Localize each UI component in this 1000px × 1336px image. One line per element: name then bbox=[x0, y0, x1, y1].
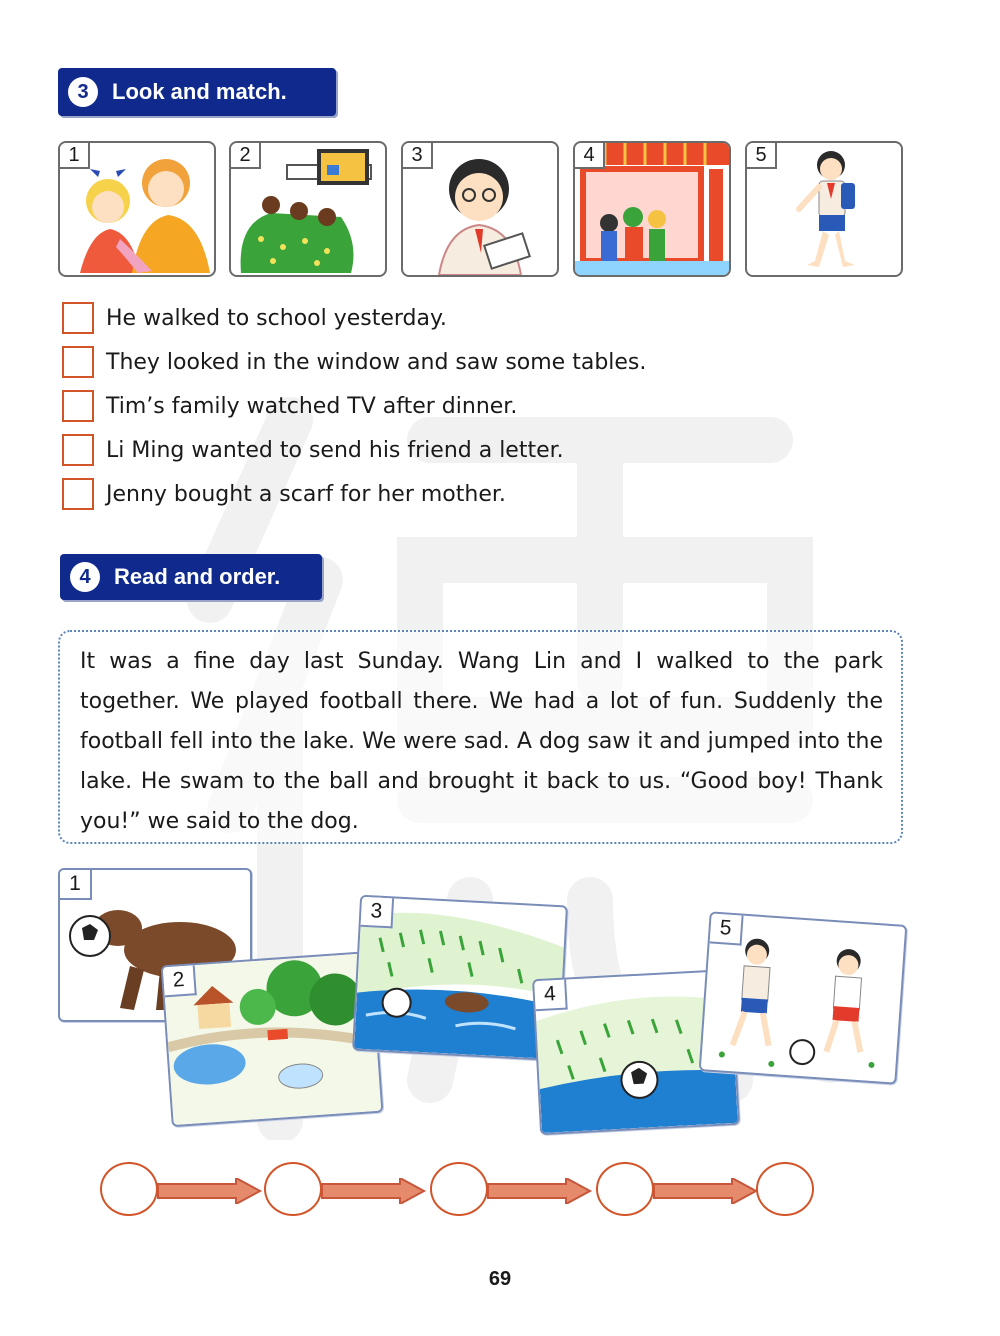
match-sentence-4 bbox=[62, 433, 564, 467]
picture-number: 1 bbox=[60, 143, 90, 169]
order-answer-circle[interactable] bbox=[430, 1162, 488, 1216]
section-number: 4 bbox=[70, 562, 100, 592]
order-picture-2 bbox=[161, 951, 384, 1127]
story-passage: It was a fine day last Sunday. Wang Lin and I walked to the park together. We played football there. We had a lot of fun. Suddenly the football fell into the lake. We were sad. A dog saw it and jumped into the lake. He swam to the ball and brought it back to us. “Good boy! Thank you!” we said to the dog. bbox=[58, 630, 903, 844]
picture-number: 5 bbox=[710, 913, 744, 945]
picture-number: 3 bbox=[361, 897, 395, 929]
sentence-text: Tim’s family watched TV after dinner. bbox=[106, 393, 518, 419]
sentence-text: They looked in the window and saw some tables. bbox=[106, 349, 647, 375]
picture-number: 5 bbox=[747, 143, 777, 169]
right-arrow-icon bbox=[652, 1178, 760, 1204]
answer-box[interactable] bbox=[62, 478, 94, 510]
match-sentence-1 bbox=[62, 301, 447, 335]
order-answer-circle[interactable] bbox=[100, 1162, 158, 1216]
match-picture-4 bbox=[573, 141, 731, 277]
match-sentence-3 bbox=[62, 389, 517, 423]
section-title: Read and order. bbox=[114, 564, 281, 589]
order-answer-circle[interactable] bbox=[264, 1162, 322, 1216]
match-picture-5 bbox=[745, 141, 903, 277]
answer-box[interactable] bbox=[62, 434, 94, 466]
section-4-header bbox=[60, 554, 322, 600]
picture-number: 4 bbox=[534, 980, 568, 1012]
sentence-text: He walked to school yesterday. bbox=[106, 305, 447, 331]
picture-number: 4 bbox=[575, 143, 605, 169]
match-sentence-2 bbox=[62, 345, 646, 379]
section-title: Look and match. bbox=[112, 79, 287, 104]
section-number: 3 bbox=[68, 77, 98, 107]
answer-box[interactable] bbox=[62, 346, 94, 378]
right-arrow-icon bbox=[320, 1178, 428, 1204]
order-sequence bbox=[100, 1160, 820, 1222]
section-3-header bbox=[58, 68, 336, 116]
picture-number: 1 bbox=[60, 870, 92, 900]
sentence-text: Jenny bought a scarf for her mother. bbox=[106, 481, 506, 507]
picture-number: 2 bbox=[231, 143, 261, 169]
answer-box[interactable] bbox=[62, 302, 94, 334]
picture-number: 2 bbox=[163, 965, 197, 997]
order-answer-circle[interactable] bbox=[756, 1162, 814, 1216]
sentence-text: Li Ming wanted to send his friend a letter. bbox=[106, 437, 564, 463]
picture-number: 3 bbox=[403, 143, 433, 169]
page-number: 69 bbox=[488, 1268, 512, 1290]
right-arrow-icon bbox=[156, 1178, 264, 1204]
order-picture-5 bbox=[699, 911, 908, 1084]
right-arrow-icon bbox=[486, 1178, 594, 1204]
match-picture-1 bbox=[58, 141, 216, 277]
match-picture-2 bbox=[229, 141, 387, 277]
answer-box[interactable] bbox=[62, 390, 94, 422]
order-answer-circle[interactable] bbox=[596, 1162, 654, 1216]
match-sentence-5 bbox=[62, 477, 506, 511]
match-picture-3 bbox=[401, 141, 559, 277]
